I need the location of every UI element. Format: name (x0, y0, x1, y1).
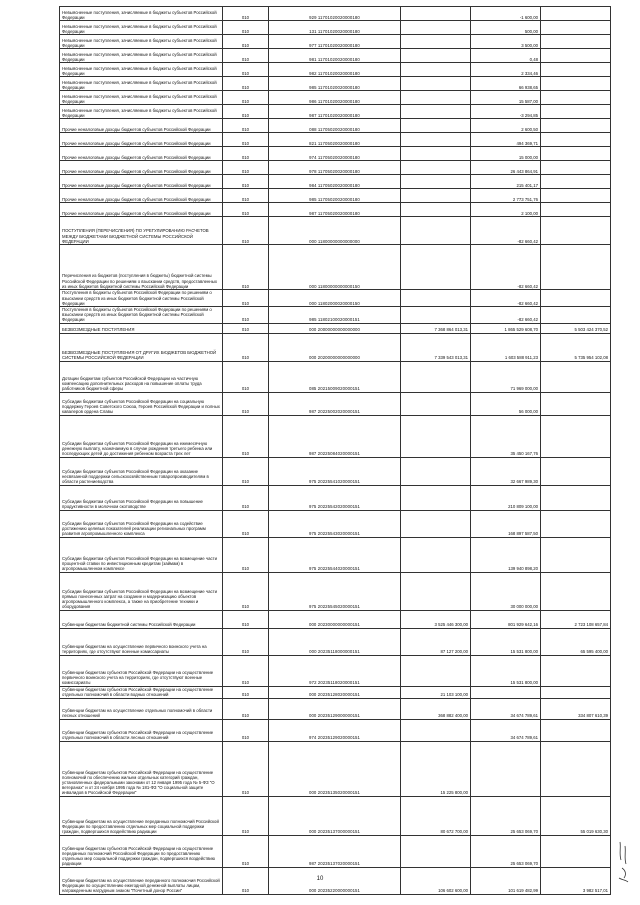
row-rest-cell (541, 741, 611, 796)
row-plan-cell (401, 147, 471, 161)
row-fact-cell: -82 660,42 (471, 245, 541, 290)
row-rest-cell (541, 217, 611, 245)
table-row (60, 105, 611, 119)
row-fact-cell: 1 865 529 608,70 (471, 323, 541, 333)
row-plan-cell (401, 175, 471, 189)
row-fact-cell: 139 940 898,20 (471, 537, 541, 572)
row-fact-cell: 35 450 167,76 (471, 415, 541, 457)
row-plan-cell: 7 339 543 013,31 (401, 333, 471, 361)
table-row (60, 91, 611, 105)
row-fact-cell: 32 667 989,30 (471, 457, 541, 485)
row-plan-cell (401, 485, 471, 510)
row-kbk-cell: 131 11701020020000180 (269, 21, 401, 35)
row-code-cell: 010 (223, 485, 269, 510)
row-name-cell: Субвенции бюджетам субъектов Российской Федерации на осуществление полномочий по обеспечению жильем отдельных категорий граждан, установленных федеральными законами от 12 января 1995 года № 5-ФЗ "О ветеранах" и от 24 ноября 1995 года № 181-ФЗ "О социальной защите инвалидов в Российской Федерации" (60, 741, 223, 796)
row-rest-cell (541, 7, 611, 21)
row-kbk-cell: 975 20225545020000151 (269, 572, 401, 610)
row-code-cell: 010 (223, 161, 269, 175)
row-code-cell: 010 (223, 91, 269, 105)
table-row (60, 147, 611, 161)
row-code-cell: 010 (223, 323, 269, 333)
row-kbk-cell: 000 20235118000000151 (269, 628, 401, 655)
row-kbk-cell: 974 20235129020000151 (269, 719, 401, 741)
row-fact-cell: 2 100,00 (471, 203, 541, 217)
row-name-cell: Невыясненные поступления, зачисляемые в бюджеты субъектов Российской Федерации (60, 63, 223, 77)
row-plan-cell (401, 77, 471, 91)
row-rest-cell (541, 392, 611, 415)
row-kbk-cell: 000 20200000000000000 (269, 333, 401, 361)
row-plan-cell (401, 161, 471, 175)
row-fact-cell: 26 443 864,91 (471, 161, 541, 175)
row-rest-cell (541, 133, 611, 147)
row-code-cell: 010 (223, 796, 269, 835)
table-row (60, 572, 611, 610)
row-code-cell: 010 (223, 741, 269, 796)
row-fact-cell: 66 938,65 (471, 77, 541, 91)
row-rest-cell (541, 457, 611, 485)
row-code-cell: 010 (223, 610, 269, 628)
row-kbk-cell: 985 11701020020000180 (269, 77, 401, 91)
row-kbk-cell: 985 11705020020000180 (269, 189, 401, 203)
row-name-cell: Прочие неналоговые доходы бюджетов субъектов Российской Федерации (60, 119, 223, 133)
row-code-cell: 010 (223, 415, 269, 457)
row-code-cell: 010 (223, 189, 269, 203)
row-code-cell: 010 (223, 245, 269, 290)
row-rest-cell (541, 537, 611, 572)
row-kbk-cell: 987 20225084020000151 (269, 415, 401, 457)
row-name-cell: Прочие неналоговые доходы бюджетов субъектов Российской Федерации (60, 147, 223, 161)
row-rest-cell (541, 63, 611, 77)
row-fact-cell: 2 600,50 (471, 119, 541, 133)
row-plan-cell (401, 307, 471, 324)
row-fact-cell: 168 897 587,50 (471, 510, 541, 537)
row-name-cell: БЕЗВОЗМЕЗДНЫЕ ПОСТУПЛЕНИЯ (60, 323, 223, 333)
row-code-cell: 010 (223, 21, 269, 35)
row-name-cell: Невыясненные поступления, зачисляемые в бюджеты субъектов Российской Федерации (60, 49, 223, 63)
row-fact-cell: 210 809 100,00 (471, 485, 541, 510)
table-row (60, 333, 611, 361)
table-row (60, 217, 611, 245)
row-fact-cell: 71 969 000,00 (471, 361, 541, 392)
row-name-cell: Субсидии бюджетам субъектов Российской Федерации на содействие достижению целевых показателей реализации региональных программ развития агропромышленного комплекса (60, 510, 223, 537)
table-row (60, 307, 611, 324)
row-kbk-cell: 085 20215009020000151 (269, 361, 401, 392)
table-row (60, 392, 611, 415)
row-code-cell: 010 (223, 457, 269, 485)
row-rest-cell (541, 835, 611, 867)
row-name-cell: Невыясненные поступления, зачисляемые в бюджеты субъектов Российской Федерации (60, 105, 223, 119)
table-row (60, 835, 611, 867)
row-code-cell: 010 (223, 133, 269, 147)
row-plan-cell (401, 457, 471, 485)
row-fact-cell: 3 500,00 (471, 35, 541, 49)
table-row (60, 655, 611, 686)
row-code-cell: 010 (223, 290, 269, 307)
row-rest-cell: 55 019 630,30 (541, 796, 611, 835)
row-code-cell: 010 (223, 7, 269, 21)
row-kbk-cell: 000 11800000000000150 (269, 245, 401, 290)
row-name-cell: Поступления в бюджеты субъектов Российской Федерации по решениям о взыскании средств из иных бюджетов бюджетной системы Российской Федерации (60, 290, 223, 307)
row-kbk-cell: 985 11802100020000151 (269, 307, 401, 324)
row-plan-cell (401, 510, 471, 537)
row-code-cell: 010 (223, 307, 269, 324)
table-body (60, 7, 611, 895)
row-fact-cell: 500,00 (471, 21, 541, 35)
page-number: 10 (316, 876, 324, 882)
row-rest-cell (541, 245, 611, 290)
row-kbk-cell: 975 20225541020000151 (269, 457, 401, 485)
row-plan-cell (401, 537, 471, 572)
row-plan-cell: 106 602 600,00 (401, 867, 471, 894)
row-name-cell: Субсидии бюджетам субъектов Российской Федерации на повышение продуктивности в молочном скотоводстве (60, 485, 223, 510)
table-row (60, 49, 611, 63)
row-rest-cell (541, 485, 611, 510)
row-name-cell: Субвенции бюджетам на осуществление переданных полномочий Российской Федерации по предоставлению отдельных мер социальной поддержки граждан, подвергшихся воздействию радиации (60, 796, 223, 835)
row-plan-cell (401, 217, 471, 245)
row-fact-cell: 25 653 069,70 (471, 835, 541, 867)
row-plan-cell: 7 368 864 013,31 (401, 323, 471, 333)
table-row (60, 119, 611, 133)
row-name-cell: Субвенции бюджетам субъектов Российской Федерации на осуществление отдельных полномочий в области водных отношений (60, 686, 223, 698)
row-kbk-cell: 000 11802000020000150 (269, 290, 401, 307)
row-fact-cell: 801 929 642,16 (471, 610, 541, 628)
row-name-cell: Перечисления из бюджетов (поступления в бюджеты) бюджетной системы Российской Федерации по решениям о взыскании средств, предоставленных из иных бюджетов бюджетной системы Российской Федерации (60, 245, 223, 290)
row-code-cell: 010 (223, 835, 269, 867)
row-kbk-cell: 000 20235135020000151 (269, 741, 401, 796)
row-kbk-cell: 000 20230000000000151 (269, 610, 401, 628)
row-fact-cell: 34 674 789,61 (471, 719, 541, 741)
row-name-cell: Субвенции бюджетам субъектов Российской Федерации на осуществление первичного воинского учета на территориях, где отсутствуют военные комиссариаты (60, 655, 223, 686)
row-name-cell: Прочие неналоговые доходы бюджетов субъектов Российской Федерации (60, 161, 223, 175)
row-fact-cell: 25 653 069,70 (471, 796, 541, 835)
row-rest-cell (541, 203, 611, 217)
row-name-cell: Субвенции бюджетам на осуществление первичного воинского учета на территориях, где отсутствуют военные комиссариаты (60, 628, 223, 655)
row-rest-cell: 65 595 400,00 (541, 628, 611, 655)
row-fact-cell: 15 531 800,00 (471, 628, 541, 655)
row-rest-cell (541, 119, 611, 133)
table-row (60, 175, 611, 189)
row-fact-cell: -3 294,85 (471, 105, 541, 119)
row-fact-cell: 1 603 588 911,23 (471, 333, 541, 361)
row-code-cell: 010 (223, 35, 269, 49)
row-code-cell: 010 (223, 63, 269, 77)
table-row (60, 161, 611, 175)
row-kbk-cell: 984 11705020020000180 (269, 175, 401, 189)
row-kbk-cell: 972 20235118020000151 (269, 655, 401, 686)
row-rest-cell: 2 723 108 657,84 (541, 610, 611, 628)
row-code-cell: 010 (223, 867, 269, 894)
row-rest-cell (541, 49, 611, 63)
row-rest-cell (541, 686, 611, 698)
row-plan-cell: 87 127 200,00 (401, 628, 471, 655)
row-code-cell: 010 (223, 392, 269, 415)
row-plan-cell (401, 290, 471, 307)
table-row (60, 133, 611, 147)
budget-execution-table (59, 6, 611, 895)
row-code-cell: 010 (223, 655, 269, 686)
row-rest-cell (541, 77, 611, 91)
row-plan-cell (401, 572, 471, 610)
row-code-cell: 010 (223, 49, 269, 63)
row-code-cell: 010 (223, 217, 269, 245)
table-row (60, 415, 611, 457)
table-row (60, 361, 611, 392)
row-fact-cell: -1 600,00 (471, 7, 541, 21)
row-code-cell: 010 (223, 333, 269, 361)
row-name-cell: Субсидии бюджетам субъектов Российской Федерации на возмещение части прямых понесенных затрат на создание и модернизацию объектов агропромышленного комплекса, а также на приобретение техники и оборудования (60, 572, 223, 610)
row-fact-cell: 15 000,00 (471, 147, 541, 161)
row-kbk-cell: 986 11701020020000180 (269, 91, 401, 105)
row-plan-cell: 80 672 700,00 (401, 796, 471, 835)
row-kbk-cell: 981 11701020020000180 (269, 49, 401, 63)
row-name-cell: Прочие неналоговые доходы бюджетов субъектов Российской Федерации (60, 133, 223, 147)
row-rest-cell (541, 719, 611, 741)
row-name-cell: Субвенции бюджетам субъектов Российской Федерации на осуществление переданных полномочий Российской Федерации по предоставлению отдельных мер социальной поддержки граждан, подвергшихся воздействию радиации (60, 835, 223, 867)
row-kbk-cell: 000 20235220000000151 (269, 867, 401, 894)
row-kbk-cell: 000 20235129000000151 (269, 698, 401, 719)
row-fact-cell: 0,48 (471, 49, 541, 63)
row-plan-cell (401, 63, 471, 77)
row-code-cell: 010 (223, 203, 269, 217)
row-plan-cell (401, 361, 471, 392)
table-row (60, 628, 611, 655)
row-plan-cell (401, 105, 471, 119)
row-plan-cell (401, 35, 471, 49)
row-fact-cell: 2 773 751,76 (471, 189, 541, 203)
row-kbk-cell: 088 11705020020000180 (269, 119, 401, 133)
row-fact-cell: 34 674 789,61 (471, 698, 541, 719)
row-code-cell: 010 (223, 119, 269, 133)
row-kbk-cell: 975 20225542020000151 (269, 485, 401, 510)
row-plan-cell: 21 103 100,00 (401, 686, 471, 698)
row-fact-cell: 15 587,00 (471, 91, 541, 105)
row-plan-cell: 368 882 400,00 (401, 698, 471, 719)
row-name-cell: БЕЗВОЗМЕЗДНЫЕ ПОСТУПЛЕНИЯ ОТ ДРУГИХ БЮДЖЕТОВ БЮДЖЕТНОЙ СИСТЕМЫ РОССИЙСКОЙ ФЕДЕРАЦИИ (60, 333, 223, 361)
row-kbk-cell: 982 11701020020000180 (269, 63, 401, 77)
row-rest-cell (541, 105, 611, 119)
table-row (60, 698, 611, 719)
row-plan-cell (401, 189, 471, 203)
row-rest-cell (541, 161, 611, 175)
row-name-cell: Невыясненные поступления, зачисляемые в бюджеты субъектов Российской Федерации (60, 35, 223, 49)
row-rest-cell (541, 415, 611, 457)
row-fact-cell: -82 660,42 (471, 217, 541, 245)
row-plan-cell (401, 245, 471, 290)
table-row (60, 323, 611, 333)
row-code-cell: 010 (223, 361, 269, 392)
table-row (60, 21, 611, 35)
table-row (60, 457, 611, 485)
row-name-cell: Субсидии бюджетам субъектов Российской Федерации на возмещение части процентной ставки по инвестиционным кредитам (займам) в агропромышленном комплексе (60, 537, 223, 572)
row-code-cell: 010 (223, 175, 269, 189)
row-code-cell: 010 (223, 698, 269, 719)
row-kbk-cell: 975 20225544020000151 (269, 537, 401, 572)
row-fact-cell: 30 000 000,00 (471, 572, 541, 610)
table-row (60, 686, 611, 698)
row-kbk-cell: 000 11800000000000000 (269, 217, 401, 245)
row-fact-cell: -82 660,42 (471, 290, 541, 307)
row-code-cell: 010 (223, 686, 269, 698)
row-rest-cell (541, 510, 611, 537)
row-fact-cell (471, 686, 541, 698)
row-plan-cell (401, 7, 471, 21)
row-name-cell: Поступления в бюджеты субъектов Российской Федерации по решениям о взыскании средств из иных бюджетов бюджетной системы Российской Федерации (60, 307, 223, 324)
row-kbk-cell: 987 20235137020000151 (269, 835, 401, 867)
row-plan-cell (401, 835, 471, 867)
table-row (60, 189, 611, 203)
table-row (60, 610, 611, 628)
row-rest-cell (541, 361, 611, 392)
row-name-cell: Невыясненные поступления, зачисляемые в бюджеты субъектов Российской Федерации (60, 77, 223, 91)
row-name-cell: Субвенции бюджетам на осуществление отдельных полномочий в области лесных отношений (60, 698, 223, 719)
row-kbk-cell: 929 11701020020000180 (269, 7, 401, 21)
row-name-cell: Прочие неналоговые доходы бюджетов субъектов Российской Федерации (60, 203, 223, 217)
row-rest-cell (541, 572, 611, 610)
row-rest-cell (541, 290, 611, 307)
row-name-cell: Субвенции бюджетам бюджетной системы Российской Федерации (60, 610, 223, 628)
row-name-cell: Субвенции бюджетам субъектов Российской Федерации на осуществление отдельных полномочий в области лесных отношений (60, 719, 223, 741)
row-code-cell: 010 (223, 105, 269, 119)
row-plan-cell (401, 719, 471, 741)
row-rest-cell (541, 189, 611, 203)
row-code-cell: 010 (223, 628, 269, 655)
row-fact-cell: 494 369,71 (471, 133, 541, 147)
row-kbk-cell: 974 11705020020000180 (269, 147, 401, 161)
table-row (60, 537, 611, 572)
row-code-cell: 010 (223, 719, 269, 741)
table-row (60, 719, 611, 741)
row-kbk-cell: 000 20000000000000000 (269, 323, 401, 333)
row-rest-cell (541, 655, 611, 686)
row-code-cell: 010 (223, 537, 269, 572)
row-rest-cell (541, 175, 611, 189)
table-row (60, 7, 611, 21)
row-plan-cell (401, 21, 471, 35)
handwritten-mark-icon (616, 840, 632, 884)
row-name-cell: Невыясненные поступления, зачисляемые в бюджеты субъектов Российской Федерации (60, 21, 223, 35)
row-code-cell: 010 (223, 77, 269, 91)
row-plan-cell (401, 203, 471, 217)
table-row (60, 796, 611, 835)
row-kbk-cell: 000 20235137000000151 (269, 796, 401, 835)
row-plan-cell (401, 415, 471, 457)
row-fact-cell: 2 334,46 (471, 63, 541, 77)
table-row (60, 77, 611, 91)
table-row (60, 741, 611, 796)
row-rest-cell (541, 147, 611, 161)
row-name-cell: ПОСТУПЛЕНИЯ (ПЕРЕЧИСЛЕНИЯ) ПО УРЕГУЛИРОВАНИЮ РАСЧЕТОВ МЕЖДУ БЮДЖЕТАМИ БЮДЖЕТНОЙ СИСТЕМЫ РОССИЙСКОЙ ФЕДЕРАЦИИ (60, 217, 223, 245)
row-code-cell: 010 (223, 147, 269, 161)
row-name-cell: Субсидии бюджетам субъектов Российской Федерации на ежемесячную денежную выплату, назначаемую в случае рождения третьего ребенка или последующих детей до достижения ребенком возраста трех лет (60, 415, 223, 457)
row-fact-cell: -82 660,42 (471, 307, 541, 324)
row-plan-cell (401, 655, 471, 686)
row-rest-cell (541, 35, 611, 49)
row-name-cell: Дотации бюджетам субъектов Российской Федерации на частичную компенсацию дополнительных расходов на повышение оплаты труда работников бюджетной сферы (60, 361, 223, 392)
row-code-cell: 010 (223, 510, 269, 537)
row-plan-cell (401, 392, 471, 415)
row-rest-cell: 5 735 954 102,08 (541, 333, 611, 361)
row-rest-cell (541, 91, 611, 105)
table-row (60, 63, 611, 77)
row-rest-cell: 334 807 610,39 (541, 698, 611, 719)
row-kbk-cell: 987 11701020020000180 (269, 105, 401, 119)
row-plan-cell (401, 49, 471, 63)
row-name-cell: Прочие неналоговые доходы бюджетов субъектов Российской Федерации (60, 175, 223, 189)
table-row (60, 245, 611, 290)
row-plan-cell (401, 119, 471, 133)
row-plan-cell: 3 525 446 300,00 (401, 610, 471, 628)
row-fact-cell (471, 741, 541, 796)
row-name-cell: Субсидии бюджетам субъектов Российской Федерации на социальную поддержку Героев Советского Союза, Героев Российской Федерации и полных кавалеров ордена Славы (60, 392, 223, 415)
row-fact-cell: 215 401,17 (471, 175, 541, 189)
table-row (60, 203, 611, 217)
row-name-cell: Прочие неналоговые доходы бюджетов субъектов Российской Федерации (60, 189, 223, 203)
row-rest-cell: 3 982 517,01 (541, 867, 611, 894)
row-plan-cell: 15 225 800,00 (401, 741, 471, 796)
row-fact-cell: 101 619 482,99 (471, 867, 541, 894)
row-name-cell: Невыясненные поступления, зачисляемые в бюджеты субъектов Российской Федерации (60, 7, 223, 21)
row-name-cell: Невыясненные поступления, зачисляемые в бюджеты субъектов Российской Федерации (60, 91, 223, 105)
row-kbk-cell: 975 20225543020000151 (269, 510, 401, 537)
row-rest-cell (541, 307, 611, 324)
table-row (60, 35, 611, 49)
row-kbk-cell: 977 11701020020000180 (269, 35, 401, 49)
row-name-cell: Субсидии бюджетам субъектов Российской Федерации на оказание несвязанной поддержки сельскохозяйственным товаропроизводителям в области растениеводства (60, 457, 223, 485)
table-row (60, 510, 611, 537)
row-plan-cell (401, 91, 471, 105)
row-fact-cell: 56 000,00 (471, 392, 541, 415)
row-kbk-cell: 978 11705020020000180 (269, 161, 401, 175)
row-plan-cell (401, 133, 471, 147)
row-kbk-cell: 821 11705020020000180 (269, 133, 401, 147)
row-rest-cell (541, 21, 611, 35)
row-rest-cell: 5 503 424 370,52 (541, 323, 611, 333)
row-code-cell: 010 (223, 572, 269, 610)
row-kbk-cell: 987 20225002020000151 (269, 392, 401, 415)
row-kbk-cell: 000 20235128020000151 (269, 686, 401, 698)
row-name-cell: Субвенции бюджетам на осуществление переданного полномочия Российской Федерации по осуществлению ежегодной денежной выплаты лицам, награжденным нагрудным знаком "Почетный донор России" (60, 867, 223, 894)
row-kbk-cell: 987 11705020020000180 (269, 203, 401, 217)
table-row (60, 290, 611, 307)
table-row (60, 485, 611, 510)
row-fact-cell: 15 531 800,00 (471, 655, 541, 686)
